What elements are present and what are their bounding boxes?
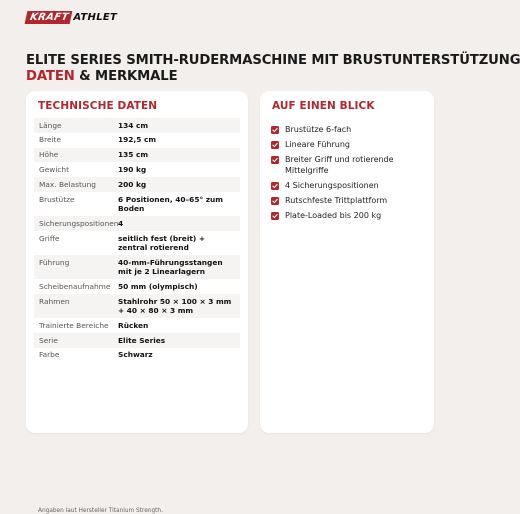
feature-item	[271, 211, 429, 222]
spec-table	[34, 118, 240, 363]
logo-athlet: ATHLET	[73, 12, 118, 23]
spec-row	[34, 148, 240, 163]
page-title-accent: DATEN	[26, 69, 75, 84]
checkbox-checked-icon	[271, 126, 279, 134]
spec-row	[34, 216, 240, 231]
feature-label: Brustütze 6-fach	[285, 125, 352, 134]
feature-label: Rutschfeste Trittplattform	[285, 195, 388, 205]
spec-value: 190 kg	[118, 165, 147, 175]
spec-row	[34, 255, 240, 279]
spec-row	[34, 118, 240, 133]
spec-row	[34, 177, 240, 192]
spec-value: Schwarz	[118, 350, 153, 360]
spec-key: Rahmen	[39, 296, 70, 306]
spec-value: seitlich fest (breit) + zentral rotierend	[118, 233, 206, 252]
spec-key: Breite	[39, 135, 61, 145]
spec-row	[34, 133, 240, 148]
spec-value: 134 cm	[118, 120, 149, 130]
spec-row	[34, 294, 240, 318]
spec-value: 40-mm-Führungsstangen mit je 2 Linearlagern	[118, 257, 223, 277]
feature-label: Plate-Loaded bis 200 kg	[285, 210, 382, 220]
feature-item	[271, 181, 429, 192]
spec-key: Trainierte Bereiche	[39, 320, 109, 330]
feature-label: Breiter Griff und rotierende Mittelgriffe	[285, 155, 394, 175]
spec-row	[34, 333, 240, 348]
tech-specs-title: TECHNISCHE DATEN	[38, 100, 158, 112]
spec-value: Rücken	[118, 320, 149, 330]
brand-logo	[26, 11, 117, 24]
spec-value: Elite Series	[118, 335, 166, 345]
spec-row	[34, 162, 240, 177]
spec-key: Brustütze	[39, 194, 75, 204]
at-a-glance-title: AUF EINEN BLICK	[272, 100, 375, 112]
tech-specs-card	[26, 91, 248, 514]
spec-key: Führung	[39, 257, 70, 267]
spec-key: Sicherungspositionen	[39, 218, 119, 228]
spec-key: Länge	[39, 120, 62, 130]
spec-row	[34, 318, 240, 333]
spec-value: 200 kg	[118, 179, 147, 189]
spec-key: Scheibenaufnahme	[39, 281, 111, 291]
spec-row	[34, 348, 240, 363]
spec-value: 4	[118, 218, 124, 228]
footnote: Angaben laut Hersteller Titanium Strength.	[38, 508, 163, 514]
checkbox-checked-icon	[271, 212, 279, 220]
checkbox-checked-icon	[271, 182, 279, 190]
checkbox-checked-icon	[271, 156, 279, 164]
feature-item	[271, 155, 429, 176]
spec-value: 6 Positionen, 40–65° zum Boden	[118, 194, 223, 213]
spec-key: Serie	[39, 335, 58, 345]
spec-row	[34, 279, 240, 294]
spec-row	[34, 231, 240, 255]
page-title-line1: ELITE SERIES SMITH-RUDERMASCHINE MIT BRUSTUNTERSTÜTZUNG	[26, 53, 520, 68]
logo-kraft: KRAFT	[25, 11, 73, 24]
checkbox-checked-icon	[271, 197, 279, 205]
feature-label: 4 Sicherungspositionen	[285, 180, 379, 190]
spec-key: Höhe	[39, 150, 59, 160]
spec-value: Stahlrohr 50 × 100 × 3 mm + 40 × 80 × 3 mm	[118, 296, 232, 316]
feature-item	[271, 140, 429, 151]
spec-key: Farbe	[39, 350, 60, 360]
page-title-line2	[26, 69, 446, 85]
spec-key: Griffe	[39, 233, 60, 243]
page-title	[26, 53, 520, 85]
checkbox-checked-icon	[271, 141, 279, 149]
spec-value: 192,5 cm	[118, 135, 157, 145]
feature-item	[271, 125, 429, 136]
feature-item	[271, 196, 429, 207]
at-a-glance-card	[260, 91, 434, 433]
feature-list	[271, 125, 429, 226]
spec-key: Max. Belastung	[39, 179, 96, 189]
spec-value: 135 cm	[118, 150, 149, 160]
feature-label: Lineare Führung	[285, 140, 350, 149]
spec-key: Gewicht	[39, 165, 70, 175]
page-title-rest: & MERKMALE	[74, 69, 178, 84]
spec-value: 50 mm (olympisch)	[118, 281, 198, 291]
spec-row	[34, 192, 240, 216]
